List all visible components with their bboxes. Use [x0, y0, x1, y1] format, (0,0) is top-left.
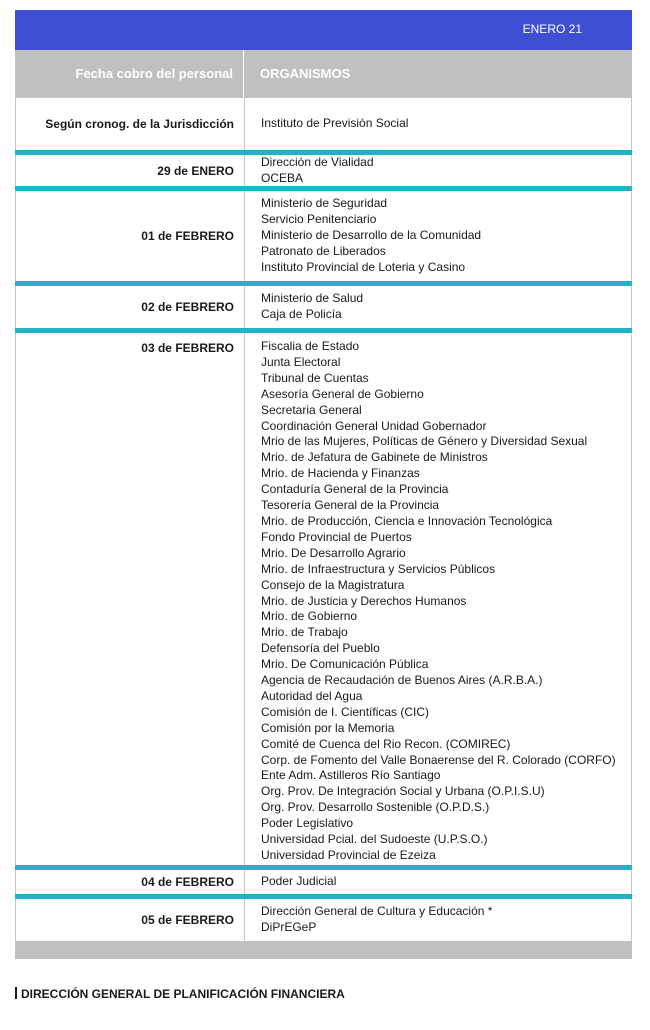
- page-footer: [15, 987, 345, 1001]
- organism-item: Dirección de Vialidad: [261, 154, 374, 169]
- table-row: [15, 333, 632, 865]
- organisms-cell: [245, 870, 631, 894]
- table-row: [15, 870, 632, 894]
- organism-item: Fiscalia de Estado: [261, 339, 360, 353]
- organism-item: Defensoría del Pueblo: [261, 641, 380, 656]
- organisms-cell: [245, 899, 631, 941]
- table-row: [15, 899, 632, 941]
- organisms-cell: [245, 333, 631, 865]
- organism-item: Ministerio de Salud: [261, 291, 364, 306]
- organism-item: Patronato de Liberados: [261, 243, 386, 258]
- organism-item: Mrio. de Justicia y Derechos Humanos: [261, 593, 467, 608]
- organism-item: Poder Legislativo: [261, 816, 354, 831]
- organism-item: Tesorería General de la Provincia: [261, 498, 440, 513]
- organism-item: Caja de Policía: [261, 307, 342, 321]
- organism-item: Ministerio de Desarrollo de la Comunidad: [261, 228, 482, 243]
- payment-date-cell: 29 de ENERO: [16, 155, 245, 186]
- organism-item: Poder Judicial: [261, 874, 337, 889]
- organism-item: Agencia de Recaudación de Buenos Aires (A.R.B.A.): [261, 673, 543, 688]
- organism-item: Universidad Provincial de Ezeiza: [261, 848, 436, 862]
- column-header-organisms: ORGANISMOS: [260, 66, 351, 81]
- table-body: [15, 98, 632, 941]
- organism-item: Dirección General de Cultura y Educación *: [261, 904, 493, 919]
- organism-item: Secretaria General: [261, 402, 362, 417]
- payment-date-cell: 04 de FEBRERO: [16, 870, 245, 894]
- organism-item: Mrio. De Comunicación Pública: [261, 657, 429, 672]
- payment-date-cell: Según cronog. de la Jurisdicción: [16, 98, 245, 150]
- organisms-cell: [245, 98, 631, 150]
- organism-item: DiPrEGeP: [261, 920, 317, 934]
- organism-item: Universidad Pcial. del Sudoeste (U.P.S.O.): [261, 832, 488, 847]
- organism-item: Comisión por la Memoria: [261, 720, 395, 735]
- organism-item: Mrio. de Trabajo: [261, 625, 348, 640]
- payment-date-cell: 02 de FEBRERO: [16, 286, 245, 328]
- table-row: [15, 191, 632, 281]
- organism-item: Instituto de Previsión Social: [261, 116, 409, 131]
- organism-item: Servicio Penitenciario: [261, 212, 377, 227]
- table-row: [15, 286, 632, 328]
- organism-item: OCEBA: [261, 170, 304, 185]
- organism-item: Autoridad del Agua: [261, 688, 363, 703]
- payment-schedule-table: [15, 50, 632, 959]
- organisms-cell: [245, 155, 631, 186]
- organism-item: Consejo de la Magistratura: [261, 577, 405, 592]
- organism-item: Org. Prov. De Integración Social y Urbana (O.P.I.S.U): [261, 784, 545, 799]
- top-banner: [15, 10, 632, 50]
- organism-item: Comisión de I. Científicas (CIC): [261, 704, 430, 719]
- payment-date-cell: 03 de FEBRERO: [16, 333, 245, 865]
- organism-item: Mrio. de Infraestructura y Servicios Públicos: [261, 561, 496, 576]
- organisms-cell: [245, 286, 631, 328]
- organism-item: Ente Adm. Astilleros Río Santiago: [261, 768, 441, 783]
- organism-item: Mrio. de Producción, Ciencia e Innovación Tecnológica: [261, 513, 553, 528]
- organism-item: Tribunal de Cuentas: [261, 370, 369, 385]
- organism-item: Mrio. de Hacienda y Finanzas: [261, 466, 420, 481]
- organism-item: Asesoría General de Gobierno: [261, 386, 424, 401]
- organism-item: Instituto Provincial de Loteria y Casino: [261, 259, 466, 274]
- organism-item: Mrio. De Desarrollo Agrario: [261, 545, 406, 560]
- organism-item: Fondo Provincial de Puertos: [261, 529, 412, 544]
- table-row: [15, 98, 632, 150]
- organism-item: Mrio. de Jefatura de Gabinete de Ministros: [261, 450, 488, 465]
- organism-item: Mrio. de Gobierno: [261, 609, 358, 624]
- organism-item: Mrio de las Mujeres, Políticas de Género y Diversidad Sexual: [261, 434, 588, 449]
- table-header: [15, 50, 632, 98]
- table-row: [15, 155, 632, 186]
- footer-text: DIRECCIÓN GENERAL DE PLANIFICACIÓN FINANCIERA: [21, 987, 345, 1001]
- organism-item: Contaduría General de la Provincia: [261, 482, 449, 497]
- organism-item: Comité de Cuenca del Rio Recon. (COMIREC): [261, 736, 511, 751]
- payment-date-cell: 05 de FEBRERO: [16, 899, 245, 941]
- column-header-date: Fecha cobro del personal: [15, 50, 244, 98]
- footer-bar-mark: [15, 987, 17, 999]
- organism-item: Corp. de Fomento del Valle Bonaerense del R. Colorado (CORFO): [261, 752, 616, 767]
- organism-item: Junta Electoral: [261, 354, 341, 369]
- organism-item: Ministerio de Seguridad: [261, 196, 388, 211]
- organism-item: Org. Prov. Desarrollo Sostenible (O.P.D.S.): [261, 800, 490, 815]
- payment-date-cell: 01 de FEBRERO: [16, 191, 245, 281]
- organisms-cell: [245, 191, 631, 281]
- table-footer-band: [15, 941, 632, 959]
- organism-item: Coordinación General Unidad Gobernador: [261, 418, 487, 433]
- date-label: ENERO 21: [522, 22, 582, 36]
